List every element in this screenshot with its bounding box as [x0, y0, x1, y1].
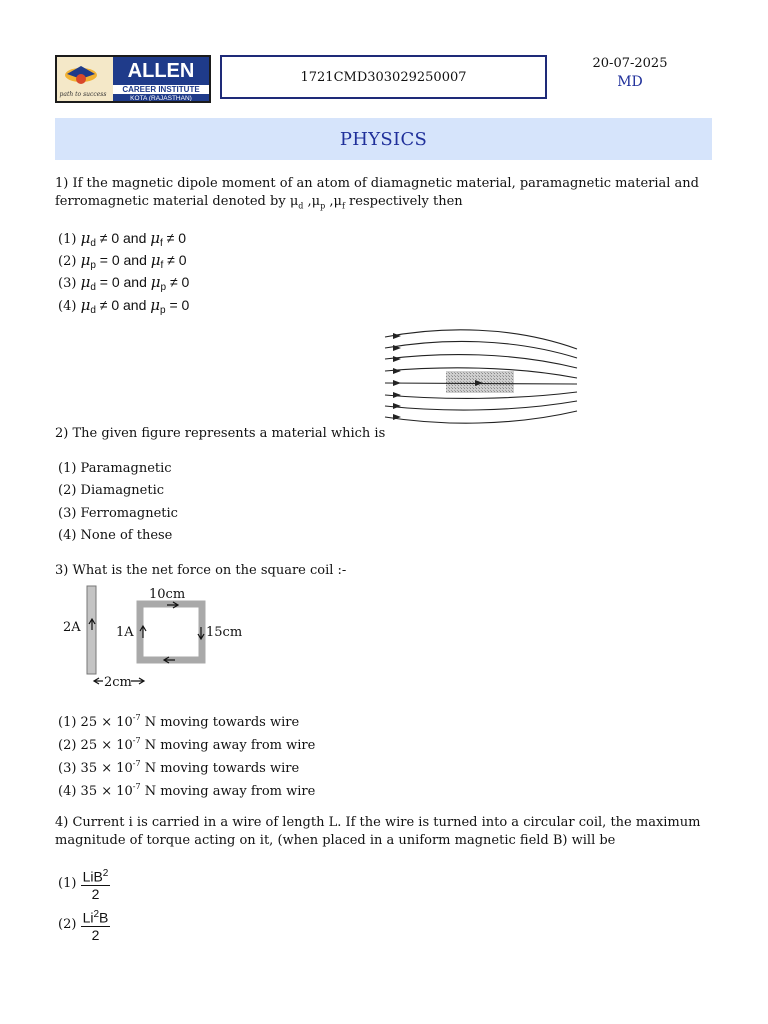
mu-symbol: μ: [80, 251, 91, 269]
numerator-base: LiB: [82, 868, 103, 885]
option-number: (3): [58, 761, 77, 776]
option-number: (2): [58, 738, 77, 753]
option-value: 25 × 10: [76, 738, 133, 753]
option-text: N moving towards wire: [140, 761, 300, 776]
mu-symbol: μ: [150, 273, 161, 291]
logo-subtitle: CAREER INSTITUTE: [122, 85, 200, 94]
logo-tagline: path to success: [59, 91, 107, 98]
mu-symbol: μ: [80, 229, 91, 247]
question-4: 4) Current i is carried in a wire of length L. If the wire is turned into a circular coil, the maximum magnitude of torque acting on it, (when placed in a uniform magnetic field B) will be: [55, 815, 701, 848]
option-number: (2): [58, 916, 77, 932]
coil-height-label: 15cm: [206, 625, 243, 640]
q1-sep2: ,: [325, 194, 334, 209]
numerator-base: Li: [82, 909, 94, 926]
allen-logo-graphic: [57, 57, 209, 101]
mu-subscript: p: [90, 260, 96, 271]
q1-sub-p: p: [320, 201, 326, 211]
paper-code-box: [220, 55, 547, 99]
relation-text: ≠ 0: [166, 274, 190, 290]
numerator-exponent: 2: [102, 868, 109, 879]
mu-subscript: p: [160, 282, 167, 293]
distance-arrow-left: [94, 678, 103, 684]
option-exponent: -7: [132, 782, 141, 791]
mu-symbol: μ: [150, 296, 161, 314]
mu-subscript: f: [160, 260, 164, 271]
q2-option-4[interactable]: (4) None of these: [58, 528, 173, 543]
q3-option-4[interactable]: [58, 778, 315, 801]
option-number: (1): [58, 232, 77, 247]
option-value: 35 × 10: [76, 784, 133, 799]
mu-subscript: p: [160, 305, 166, 316]
logo-brand: ALLEN: [127, 60, 195, 82]
square-coil: [140, 604, 202, 660]
question-2: 2) The given figure represents a material which is: [55, 426, 386, 441]
q1-mu-p: μ: [311, 194, 321, 209]
option-exponent: -7: [132, 736, 141, 745]
stream-label: MD: [617, 74, 643, 90]
relation-text: ≠ 0: [162, 230, 187, 246]
relation-text: ≠ 0 and: [95, 230, 151, 246]
paper-code: 1721CMD303029250007: [300, 69, 467, 85]
q1-option-3[interactable]: [58, 273, 189, 297]
relation-text: ≠ 0: [163, 252, 187, 268]
relation-text: = 0: [165, 297, 190, 313]
mu-subscript: d: [90, 282, 96, 293]
allen-logo: [55, 55, 211, 103]
fraction-denominator: 2: [91, 926, 100, 943]
distance-label: 2cm: [104, 675, 132, 690]
option-number: (1): [58, 875, 77, 891]
q1-mu-f: μ: [333, 194, 342, 209]
logo-city: KOTA (RAJASTHAN): [130, 95, 192, 101]
section-banner: [55, 118, 712, 160]
numerator-tail: B: [99, 909, 109, 926]
fraction-denominator: 2: [91, 885, 100, 902]
option-number: (4): [58, 784, 77, 799]
q2-option-2[interactable]: (2) Diamagnetic: [58, 483, 165, 498]
option-value: 25 × 10: [76, 715, 133, 730]
option-text: N moving towards wire: [140, 715, 300, 730]
mu-subscript: d: [90, 238, 96, 249]
option-number: (1): [58, 715, 77, 730]
q3-option-2[interactable]: [58, 732, 315, 755]
square-coil-figure: [55, 584, 255, 692]
q3-option-3[interactable]: [58, 755, 299, 778]
q4-option-1[interactable]: [58, 866, 110, 902]
wire-current-label: 2A: [63, 620, 81, 635]
q4-option-2[interactable]: [58, 907, 110, 943]
relation-text: = 0 and: [95, 274, 151, 290]
relation-text: = 0 and: [95, 252, 151, 268]
q1-option-4[interactable]: [58, 296, 189, 320]
mu-symbol: μ: [150, 229, 161, 247]
numerator-exponent: 2: [93, 909, 100, 920]
fraction-numerator: [81, 866, 111, 886]
q2-option-3[interactable]: (3) Ferromagnetic: [58, 506, 178, 521]
option-text: N moving away from wire: [140, 784, 316, 799]
option-exponent: -7: [132, 713, 141, 722]
fraction: [81, 907, 111, 943]
mu-symbol: μ: [80, 273, 91, 291]
section-title: PHYSICS: [339, 128, 428, 150]
q1-option-2[interactable]: [58, 251, 187, 275]
question-1: [55, 175, 715, 216]
mu-symbol: μ: [150, 251, 161, 269]
exam-date: 20-07-2025: [592, 56, 668, 71]
q1-text-after: respectively then: [344, 194, 463, 209]
q1-sep1: ,: [303, 194, 312, 209]
option-exponent: -7: [132, 759, 141, 768]
option-number: (2): [58, 254, 77, 269]
coil-current-label: 1A: [116, 625, 134, 640]
q1-option-1[interactable]: [58, 229, 186, 253]
mu-subscript: d: [90, 305, 96, 316]
q2-option-1[interactable]: (1) Paramagnetic: [58, 461, 172, 476]
question-3: 3) What is the net force on the square coil :-: [55, 563, 347, 578]
distance-arrow-right: [131, 678, 144, 684]
mu-subscript: f: [160, 238, 163, 249]
mu-symbol: μ: [80, 296, 91, 314]
option-text: N moving away from wire: [140, 738, 316, 753]
option-number: (3): [58, 276, 77, 291]
relation-text: ≠ 0 and: [95, 297, 151, 313]
option-number: (4): [58, 299, 77, 314]
q1-sub-f: f: [341, 201, 345, 211]
q1-sub-d: d: [298, 201, 304, 211]
fraction-numerator: [81, 907, 111, 927]
q3-option-1[interactable]: [58, 709, 299, 732]
option-value: 35 × 10: [76, 761, 133, 776]
q1-mu-d: μ: [289, 194, 299, 209]
field-lines-figure: [383, 328, 579, 428]
q1-text: 1) If the magnetic dipole moment of an atom of diamagnetic material, paramagnetic material and ferromagnetic material denoted by: [55, 176, 699, 209]
fraction: [81, 866, 111, 902]
coil-width-label: 10cm: [149, 587, 186, 602]
